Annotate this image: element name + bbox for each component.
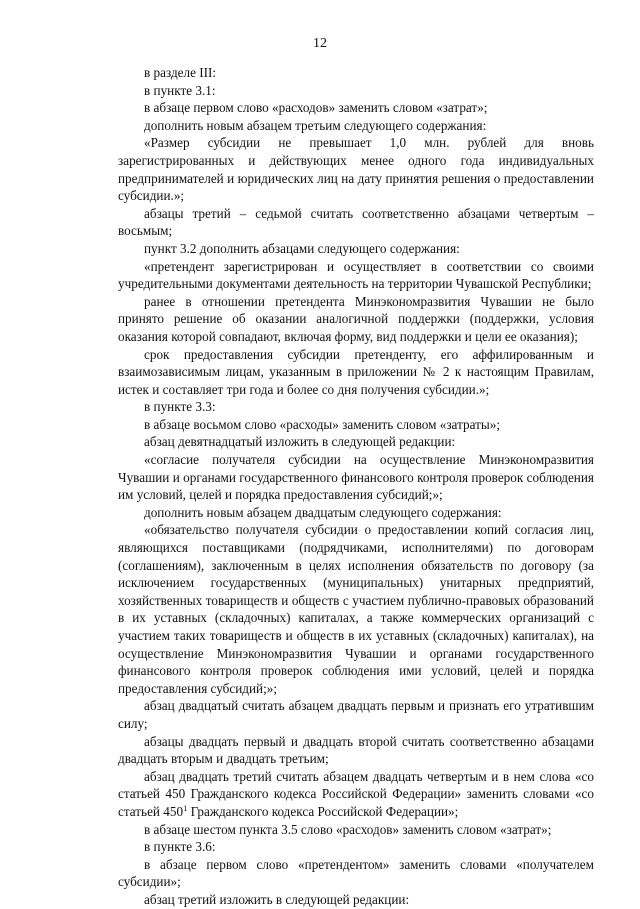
paragraph: в пункте 3.1: [144,82,216,98]
paragraph: дополнить новым абзацем третьим следующего содержания: [144,117,487,133]
paragraph: в разделе III: [144,65,217,80]
paragraph: в пункте 3.6: [144,839,216,855]
paragraph: абзацы двадцать первый и двадцать второй считать соответственно абзацами двадцать вторым и двадцать третьим; [118,733,594,767]
paragraph-text-tail: Гражданского кодекса Российской Федерации»; [187,803,459,819]
paragraph-text: абзац двадцать третий считать абзацем двадцать четвертым и в нем слова «со статьей 450 Гражданского кодекса Российской Федерации» заменить словами «со статьей 450 [118,768,594,819]
paragraph: в абзаце первом слово «расходов» заменить словом «затрат»; [144,100,488,116]
paragraph: дополнить новым абзацем двадцатым следующего содержания: [144,504,502,520]
paragraph: «обязательство получателя субсидии о предоставлении копий согласия лиц, являющихся поставщиками (подрядчиками, исполнителями) по договорам (соглашениям), заключенным в целях исполнения обязательств по договору (за исключением государственных (муниципальных) унитарных предприятий, хозяйственных товариществ и обществ с участием публично-правовых образований в их уставных (складочных) капиталах, а также коммерческих организаций с участием таких товариществ и обществ в их уставных (складочных) капиталах), на осуществление Минэкономразвития Чувашии и органами государственного финансового контроля проверок соблюдения ими условий, целей и порядка предоставления субсидий;»; [118,522,594,696]
paragraph: «согласие получателя субсидии на осуществление Минэкономразвития Чувашии и органами государственного финансового контроля проверок соблюдения им условий, целей и порядка предоставления субсидий;»; [118,452,594,503]
paragraph: абзацы третий – седьмой считать соответственно абзацами четвертым – восьмым; [118,205,594,239]
paragraph: в абзаце шестом пункта 3.5 слово «расходов» заменить словом «затрат»; [144,821,552,837]
document-body [118,64,594,909]
article-superscript: 1 [183,802,188,813]
paragraph: срок предоставления субсидии претенденту, его аффилированным и взаимозависимым лицам, указанным в приложении № 2 к настоящим Правилам, истек и составляет три года и более со дня получения субсидии.»; [118,346,594,397]
paragraph: в абзаце первом слово «претендентом» заменить словами «получателем субсидии»; [118,856,594,890]
paragraph: «претендент зарегистрирован и осуществляет в соответствии со своими учредительными документами деятельность на территории Чувашской Республики; [118,258,594,292]
paragraph: «Размер субсидии не превышает 1,0 млн. рублей для вновь зарегистрированных и действующих менее одного года индивидуальных предпринимателей и юридических лиц на дату принятия решения о предоставлении субсидии.»; [118,135,594,204]
paragraph-with-superscript [118,768,594,821]
paragraph: абзац третий изложить в следующей редакции: [144,891,410,907]
paragraph: абзац двадцатый считать абзацем двадцать первым и признать его утратившим силу; [118,698,594,731]
paragraph: ранее в отношении претендента Минэкономразвития Чувашии не было принято решение об оказании аналогичной поддержки (поддержки, условия оказания которой совпадают, включая форму, вид поддержки и цели ее оказания); [118,293,594,344]
paragraph: пункт 3.2 дополнить абзацами следующего содержания: [144,240,460,256]
paragraph: абзац девятнадцатый изложить в следующей редакции: [144,434,456,450]
paragraph: в абзаце восьмом слово «расходы» заменить словом «затраты»; [144,416,500,432]
paragraph: в пункте 3.3: [144,399,216,415]
page-number: 12 [313,36,327,51]
